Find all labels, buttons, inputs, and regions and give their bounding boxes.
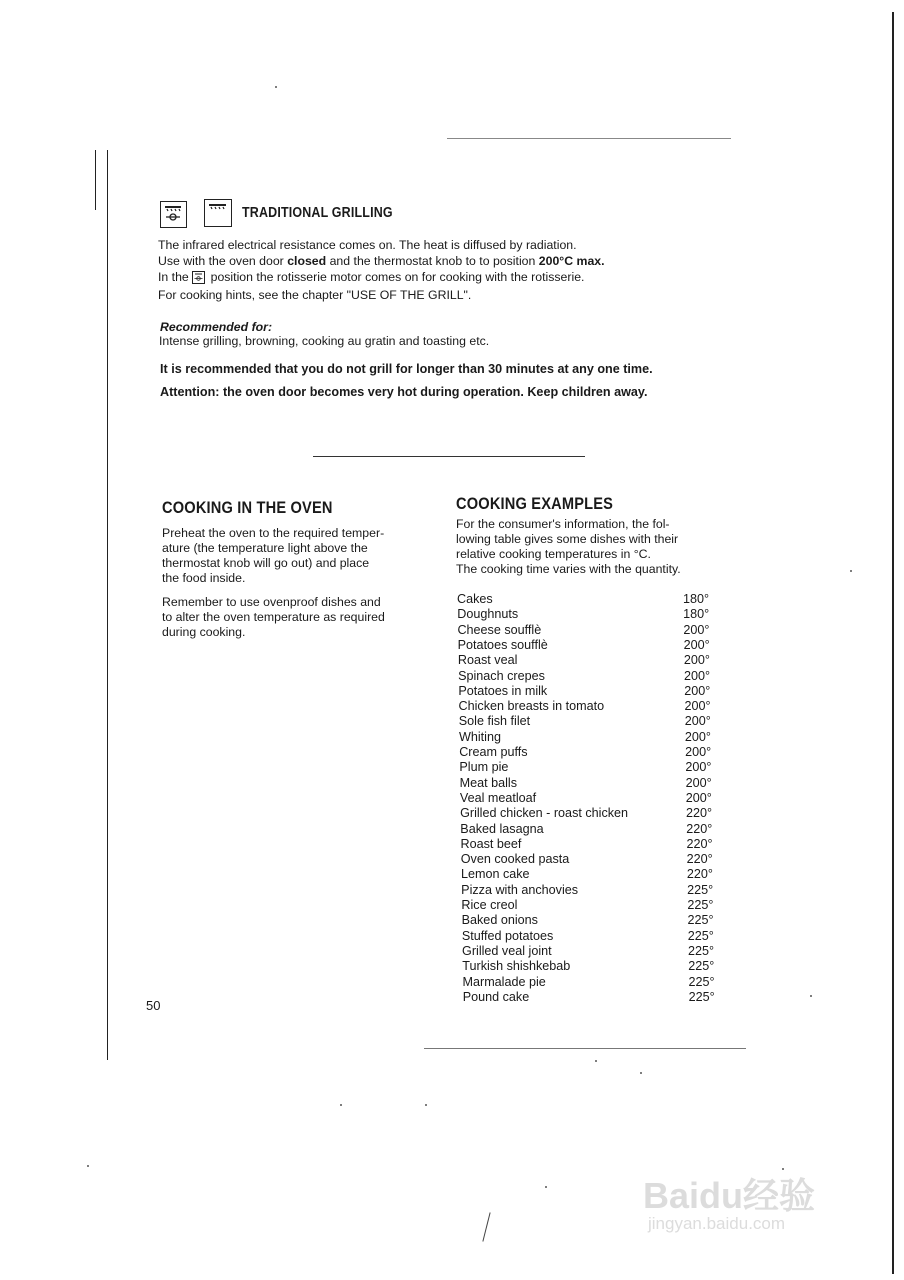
intro-line: relative cooking temperatures in °C. (456, 547, 651, 561)
speck (340, 1104, 342, 1106)
dish-row (461, 852, 713, 867)
dish-temperature: 220° (686, 852, 713, 867)
dish-temperature: 180° (683, 607, 710, 622)
rotisserie-inline-icon (192, 271, 205, 284)
dish-row (459, 760, 711, 775)
dish-temperature: 200° (685, 775, 712, 790)
dish-row (461, 867, 713, 882)
dish-name: Pizza with anchovies (461, 882, 579, 897)
section-divider (313, 456, 585, 457)
dish-row (458, 684, 710, 699)
speck (595, 1060, 597, 1062)
dish-name: Meat balls (459, 775, 518, 790)
dish-name: Doughnuts (457, 607, 519, 622)
dish-name: Potatoes in milk (458, 683, 548, 698)
oven-paragraph-1 (162, 526, 422, 586)
dish-name: Spinach crepes (458, 668, 545, 683)
dish-name: Plum pie (459, 760, 509, 775)
dish-row (461, 837, 713, 852)
dish-name: Sole fish filet (458, 714, 531, 729)
speck (850, 570, 852, 572)
top-rule (447, 138, 731, 139)
grilling-line-1: The infrared electrical resistance comes on. The heat is diffused by radiation. (158, 238, 577, 252)
dish-temperature: 220° (686, 806, 713, 821)
intro-line: For the consumer's information, the fol- (456, 517, 670, 531)
dish-row (462, 944, 714, 959)
oven-p1-line: Preheat the oven to the required temper- (162, 526, 385, 540)
dish-name: Grilled chicken - roast chicken (460, 806, 629, 821)
dish-name: Grilled veal joint (462, 943, 552, 958)
examples-title: COOKING EXAMPLES (456, 494, 614, 513)
scan-edge-left-top (95, 150, 96, 210)
dish-name: Veal meatloaf (459, 790, 537, 805)
scan-edge-left (107, 150, 108, 1060)
dish-temperature: 220° (686, 867, 713, 882)
bottom-rule (424, 1048, 746, 1049)
grilling-line-3 (158, 270, 584, 285)
scan-edge-right (892, 12, 894, 1274)
dish-temperature: 220° (686, 836, 713, 851)
baidu-watermark: Baidu经验 (643, 1175, 816, 1216)
dish-name: Stuffed potatoes (461, 928, 554, 943)
dish-temperature: 200° (683, 622, 710, 637)
grilling-title: TRADITIONAL GRILLING (242, 205, 393, 221)
oven-p2-line: during cooking. (162, 625, 246, 639)
dish-name: Baked lasagna (460, 821, 544, 836)
dish-temperature: 220° (686, 821, 713, 836)
grilling-line-3b: position the rotisserie motor comes on for cooking with the rotisserie. (207, 270, 585, 284)
dish-name: Cakes (457, 592, 493, 606)
dish-row (463, 990, 715, 1005)
rotisserie-grill-icon (160, 201, 187, 228)
dish-name: Turkish shishkebab (462, 959, 571, 974)
dish-temperature: 200° (683, 653, 710, 668)
grilling-line-4: For cooking hints, see the chapter "USE OF THE GRILL". (158, 288, 472, 302)
dish-row (461, 898, 713, 913)
pen-stroke (482, 1212, 490, 1241)
dish-temperature: 200° (685, 760, 712, 775)
speck (640, 1072, 642, 1074)
dish-row (463, 975, 715, 990)
oven-title: COOKING IN THE OVEN (162, 498, 333, 517)
dish-name: Chicken breasts in tomato (458, 699, 605, 714)
dish-row (458, 669, 710, 684)
dish-name: Roast veal (457, 653, 518, 668)
dish-temperature: 225° (688, 974, 715, 989)
oven-p2-line: to alter the oven temperature as required (162, 610, 385, 624)
intro-line: lowing table gives some dishes with their (456, 532, 679, 546)
dish-name: Cream puffs (459, 745, 528, 759)
max-temp-emphasis: 200°C max. (538, 254, 605, 268)
dish-temperature: 200° (684, 683, 711, 698)
dish-name: Marmalade pie (462, 974, 546, 989)
dish-name: Oven cooked pasta (460, 852, 570, 867)
dish-name: Rice creol (461, 898, 518, 912)
oven-p1-line: ature (the temperature light above the (162, 541, 368, 555)
dish-row (461, 883, 713, 898)
dish-name: Roast beef (460, 836, 522, 851)
dish-row (460, 806, 712, 821)
dish-temperature: 225° (687, 943, 715, 958)
recommended-text: Intense grilling, browning, cooking au gratin and toasting etc. (159, 334, 490, 348)
dish-temperature: 225° (687, 928, 714, 943)
grilling-line-2c: and the thermostat knob to to position (326, 254, 539, 268)
recommended-label: Recommended for: (160, 320, 273, 334)
dish-row (460, 776, 712, 791)
dish-temperature: 225° (687, 913, 714, 928)
grilling-line-2 (158, 254, 605, 269)
grill-icon (204, 199, 232, 227)
dish-name: Whiting (458, 729, 501, 744)
speck (275, 86, 277, 88)
dish-temperature: 200° (684, 729, 711, 744)
grilling-line-3a: In the (158, 270, 193, 284)
dish-temperature: 200° (684, 699, 711, 714)
dish-temperature: 200° (685, 745, 712, 759)
dish-row (462, 913, 714, 928)
dish-row (460, 822, 712, 837)
dish-temperature: 225° (688, 989, 715, 1004)
dish-row (459, 699, 711, 714)
examples-intro (456, 517, 706, 577)
speck (87, 1165, 89, 1167)
speck (545, 1186, 547, 1188)
dish-row (458, 653, 710, 668)
dish-row (457, 592, 709, 607)
dish-temperature: 200° (685, 790, 712, 805)
dish-name: Potatoes soufflè (457, 637, 548, 652)
dish-row (458, 638, 710, 653)
dish-temperature: 180° (682, 592, 709, 606)
grilling-line-2a: Use with the oven door (158, 254, 288, 268)
baidu-watermark-url: jingyan.baidu.com (648, 1214, 786, 1233)
oven-paragraph-2 (162, 595, 422, 640)
dish-row (460, 791, 712, 806)
dish-table (457, 592, 715, 1012)
grill-time-warning: It is recommended that you do not grill for longer than 30 minutes at any one time. (160, 362, 653, 376)
dish-row (462, 959, 714, 974)
dish-temperature: 225° (687, 882, 714, 897)
oven-p1-line: thermostat knob will go out) and place (162, 556, 370, 570)
dish-name: Baked onions (461, 913, 538, 928)
dish-row (459, 714, 711, 729)
speck (810, 995, 812, 997)
dish-temperature: 225° (688, 959, 715, 974)
dish-name: Cheese soufflè (457, 622, 542, 637)
hot-door-warning: Attention: the oven door becomes very hot during operation. Keep children away. (160, 385, 648, 399)
dish-temperature: 200° (684, 714, 711, 729)
dish-temperature: 200° (683, 637, 710, 652)
page-number: 50 (146, 998, 161, 1013)
dish-row (459, 730, 711, 745)
oven-p2-line: Remember to use ovenproof dishes and (162, 595, 381, 609)
dish-temperature: 200° (684, 668, 711, 683)
dish-temperature: 225° (687, 898, 714, 912)
dish-name: Pound cake (462, 989, 530, 1004)
dish-row (457, 623, 709, 638)
closed-emphasis: closed (287, 254, 327, 268)
dish-row (462, 929, 714, 944)
dish-row (459, 745, 711, 760)
speck (425, 1104, 427, 1106)
dish-name: Lemon cake (460, 867, 530, 882)
dish-row (457, 607, 709, 622)
intro-line: The cooking time varies with the quantity. (456, 562, 681, 576)
oven-p1-line: the food inside. (162, 571, 246, 585)
